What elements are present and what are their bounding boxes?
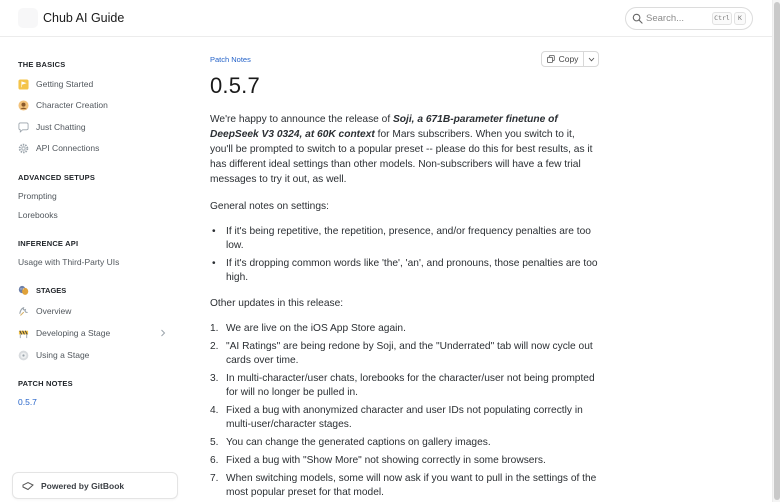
sidebar-item-using-a-stage[interactable] xyxy=(18,346,174,364)
sidebar-item-label: Overview xyxy=(36,306,72,316)
bullet-marker: • xyxy=(212,226,216,237)
powered-by-label: Powered by GitBook xyxy=(41,480,125,491)
gear-icon xyxy=(18,143,29,154)
bullet-marker: • xyxy=(212,258,216,269)
section-heading-advanced: ADVANCED SETUPS xyxy=(18,173,96,182)
sidebar xyxy=(0,38,190,502)
copy-options-dropdown[interactable] xyxy=(584,52,598,66)
list-number: 6. xyxy=(210,455,219,466)
wave-icon xyxy=(18,306,29,317)
gitbook-icon xyxy=(22,480,34,492)
list-number: 2. xyxy=(210,341,219,352)
section-heading-inference: INFERENCE API xyxy=(18,239,79,248)
copy-icon xyxy=(547,55,555,63)
sidebar-item-label: 0.5.7 xyxy=(18,397,37,407)
site-title[interactable]: Chub AI Guide xyxy=(43,11,125,25)
list-item-text: "AI Ratings" are being redone by Soji, and the "Underrated" tab will now cycle out cards over time. xyxy=(226,341,593,366)
copy-label: Copy xyxy=(558,54,579,64)
list-item-text: Fixed a bug with anonymized character and user IDs not populating correctly in multi-user/character stages. xyxy=(226,405,583,430)
page-title: 0.5.7 xyxy=(210,73,260,98)
chevron-right-icon[interactable] xyxy=(160,329,166,337)
sidebar-item-api-connections[interactable] xyxy=(18,139,174,157)
speech-bubble-icon xyxy=(18,122,29,133)
intro-text-start: We're happy to announce the release of xyxy=(210,114,393,125)
copy-button-group xyxy=(541,51,599,67)
top-header xyxy=(0,0,772,37)
list-item-text: If it's dropping common words like 'the', 'an', and pronouns, those penalties are too high. xyxy=(226,258,598,283)
shortcut-key-k: K xyxy=(734,12,746,25)
shortcut-key-ctrl: Ctrl xyxy=(712,12,732,25)
flag-icon xyxy=(18,79,29,90)
powered-by-gitbook-link[interactable] xyxy=(12,472,178,499)
list-number: 4. xyxy=(210,405,219,416)
intro-paragraph xyxy=(210,112,600,187)
list-item-text: If it's being repetitive, the repetition, presence, and/or frequency penalties are too low. xyxy=(226,226,591,251)
section-heading-stages xyxy=(18,285,66,296)
character-icon xyxy=(18,100,29,111)
disc-icon xyxy=(18,350,29,361)
sidebar-item-just-chatting[interactable] xyxy=(18,118,174,136)
theater-masks-icon xyxy=(18,285,29,296)
intro-text-end: for Mars subscribers. When you switch to it, you'll be prompted to switch to a popular preset -- please do this for best results, as it has different ideal settings than other models. Non-subscribers will have a few trial messages to try it out, as well. xyxy=(210,129,593,185)
site-logo[interactable] xyxy=(18,8,38,28)
search-placeholder: Search... xyxy=(646,13,685,24)
section-heading-label: STAGES xyxy=(36,286,67,295)
other-updates-heading: Other updates in this release: xyxy=(210,298,344,309)
sidebar-item-label: Character Creation xyxy=(36,100,108,110)
sidebar-item-character-creation[interactable] xyxy=(18,96,174,114)
copy-page-button[interactable] xyxy=(542,52,584,66)
section-heading-basics: THE BASICS xyxy=(18,60,66,69)
search-input[interactable] xyxy=(625,7,753,30)
list-item-text: You can change the generated captions on gallery images. xyxy=(226,437,491,448)
list-number: 5. xyxy=(210,437,219,448)
sidebar-item-label: Developing a Stage xyxy=(36,328,111,338)
sidebar-item-label: Just Chatting xyxy=(36,122,86,132)
sidebar-item-getting-started[interactable] xyxy=(18,75,174,93)
sidebar-item-label: Using a Stage xyxy=(36,350,90,360)
sidebar-item-third-party-uis[interactable] xyxy=(18,253,174,271)
chevron-down-icon xyxy=(588,57,595,62)
list-item-text: In multi-character/user chats, lorebooks for the character/user not being prompted for will no longer be pulled in. xyxy=(226,373,595,398)
breadcrumb[interactable]: Patch Notes xyxy=(210,55,251,64)
intro-highlight: Soji, a 671B-parameter finetune of DeepSeek V3 0324, at 60K context xyxy=(210,114,558,140)
sidebar-item-developing-a-stage[interactable] xyxy=(18,324,174,342)
list-number: 1. xyxy=(210,323,219,334)
list-item-text: When switching models, some will now ask if you want to pull in the settings of the most popular preset for that model. xyxy=(226,473,597,498)
sidebar-item-label: Usage with Third-Party UIs xyxy=(18,257,120,267)
general-notes-heading: General notes on settings: xyxy=(210,201,329,212)
list-item-text: Fixed a bug with "Show More" not showing correctly in some browsers. xyxy=(226,455,546,466)
sidebar-item-overview[interactable] xyxy=(18,302,174,320)
sidebar-item-label: API Connections xyxy=(36,143,100,153)
sidebar-item-label: Lorebooks xyxy=(18,210,58,220)
list-number: 3. xyxy=(210,373,219,384)
page-scrollbar[interactable] xyxy=(772,0,780,502)
section-heading-patch-notes: PATCH NOTES xyxy=(18,379,73,388)
list-number: 7. xyxy=(210,473,219,484)
list-item-text: We are live on the iOS App Store again. xyxy=(226,323,406,334)
scrollbar-thumb[interactable] xyxy=(774,2,780,500)
search-icon xyxy=(632,13,643,24)
sidebar-item-0-5-7[interactable] xyxy=(18,393,174,411)
construction-icon xyxy=(18,328,29,339)
sidebar-item-label: Prompting xyxy=(18,191,57,201)
sidebar-item-label: Getting Started xyxy=(36,79,94,89)
sidebar-item-prompting[interactable] xyxy=(18,187,174,205)
sidebar-item-lorebooks[interactable] xyxy=(18,206,174,224)
